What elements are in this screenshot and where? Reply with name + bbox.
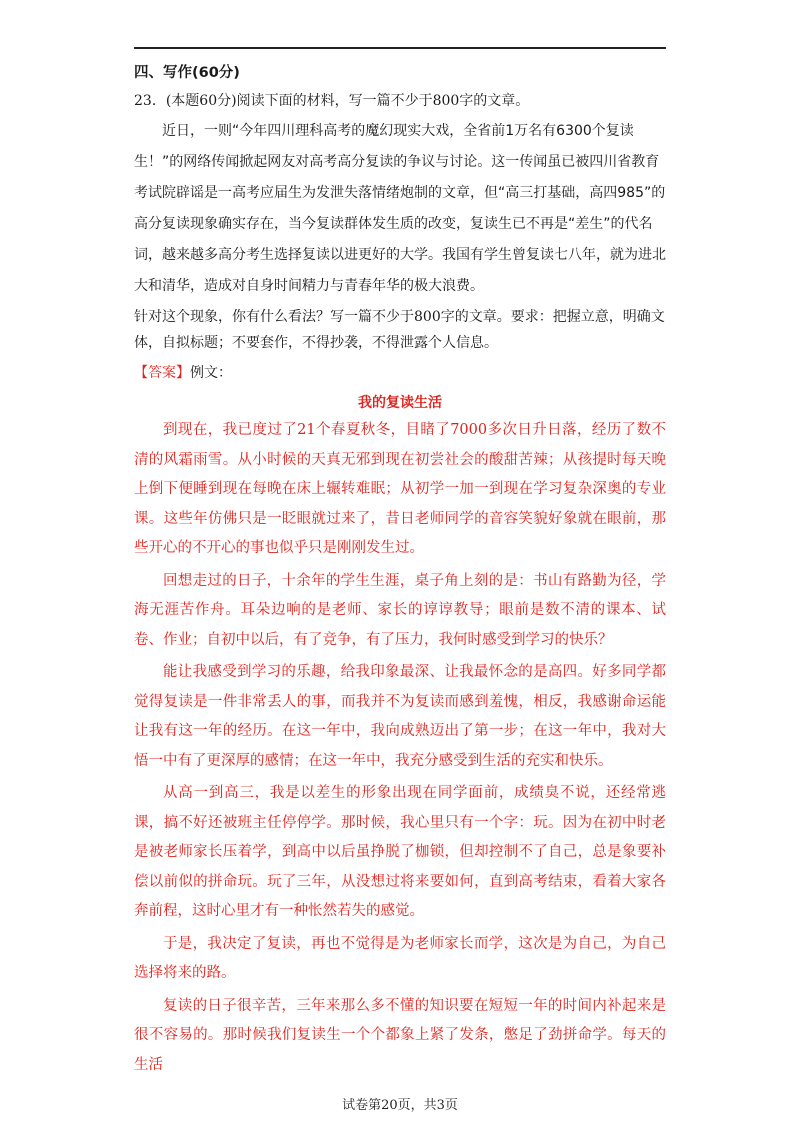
question-number: 23． bbox=[134, 93, 166, 109]
essay-paragraph: 从高一到高三，我是以差生的形象出现在同学面前，成绩臭不说，还经常逃课，搞不好还被班主任停停学。那时候，我心里只有一个字：玩。因为在初中时老是被老师家长压着学，到高中以后虽挣脱了枷锁，但却控制不了自己，总是象要补偿以前似的拼命玩。玩了三年，从没想过将来要如何，直到高考结束，看着大家各奔前程，这时心里才有一种怅然若失的感觉。 bbox=[134, 785, 666, 919]
top-rule bbox=[134, 47, 666, 49]
question-line bbox=[134, 88, 666, 114]
answer-line bbox=[134, 360, 666, 386]
material-paragraph: 近日，一则“今年四川理科高考的魔幻现实大戏，全省前1万名有6300个复读生！”的网络传闻掀起网友对高考高分复读的争议与讨论。这一传闻虽已被四川省教育考试院辟谣是一高考应届生为发泄失落情绪炮制的文章，但“高三打基础，高四985”的高分复读现象确实存在，当今复读群体发生质的改变，复读生已不再是“差生”的代名词，越来越多高分考生选择复读以进更好的大学。我国有学生曾复读七八年，就为进北大和清华，造成对自身时间精力与青春年华的极大浪费。 bbox=[134, 123, 666, 294]
page-content bbox=[134, 60, 666, 1083]
answer-label: 例文： bbox=[190, 365, 232, 381]
essay-paragraph: 能让我感受到学习的乐趣，给我印象最深、让我最怀念的是高四。好多同学都觉得复读是一件非常丢人的事，而我并不为复读而感到羞愧，相反，我感谢命运能让我有这一年的经历。在这一年中，我向成熟迈出了第一步；在这一年中，我对大悟一中有了更深厚的感情；在这一年中，我充分感受到生活的充实和快乐。 bbox=[134, 664, 666, 769]
answer-tag: 【答案】 bbox=[134, 365, 190, 381]
question-text: (本题60分)阅读下面的材料，写一篇不少于800字的文章。 bbox=[165, 93, 530, 109]
essay-paragraph: 于是，我决定了复读，再也不觉得是为老师家长而学，这次是为自己，为自己选择将来的路。 bbox=[134, 935, 666, 981]
essay-paragraph: 回想走过的日子，十余年的学生生涯，桌子角上刻的是：书山有路勤为径，学海无涯苦作舟。耳朵边响的是老师、家长的谆谆教导；眼前是数不清的课本、试卷、作业；自初中以后，有了竞争，有了压力，我何时感受到学习的快乐？ bbox=[134, 572, 666, 648]
essay-title: 我的复读生活 bbox=[358, 395, 442, 411]
writing-prompt: 针对这个现象，你有什么看法？写一篇不少于800字的文章。要求：把握立意，明确文体，自拟标题；不要套作，不得抄袭，不得泄露个人信息。 bbox=[134, 309, 665, 351]
page-footer: 试卷第20页，共3页 bbox=[342, 1098, 458, 1113]
section-heading: 四、写作(60分) bbox=[134, 65, 240, 81]
essay-paragraph: 到现在，我已度过了21个春夏秋冬，目睹了7000多次日升日落，经历了数不清的风霜雨雪。从小时候的天真无邪到现在初尝社会的酸甜苦辣；从孩提时每天晚上倒下便睡到现在每晚在床上辗转难眠；从初学一加一到现在学习复杂深奥的专业课。这些年仿佛只是一眨眼就过来了，昔日老师同学的音容笑貌好象就在眼前，那些开心的不开心的事也似乎只是刚刚发生过。 bbox=[134, 422, 666, 556]
essay-paragraph: 复读的日子很辛苦，三年来那么多不懂的知识要在短短一年的时间内补起来是很不容易的。那时候我们复读生一个个都象上紧了发条，憋足了劲拼命学。每天的生活 bbox=[134, 997, 666, 1073]
